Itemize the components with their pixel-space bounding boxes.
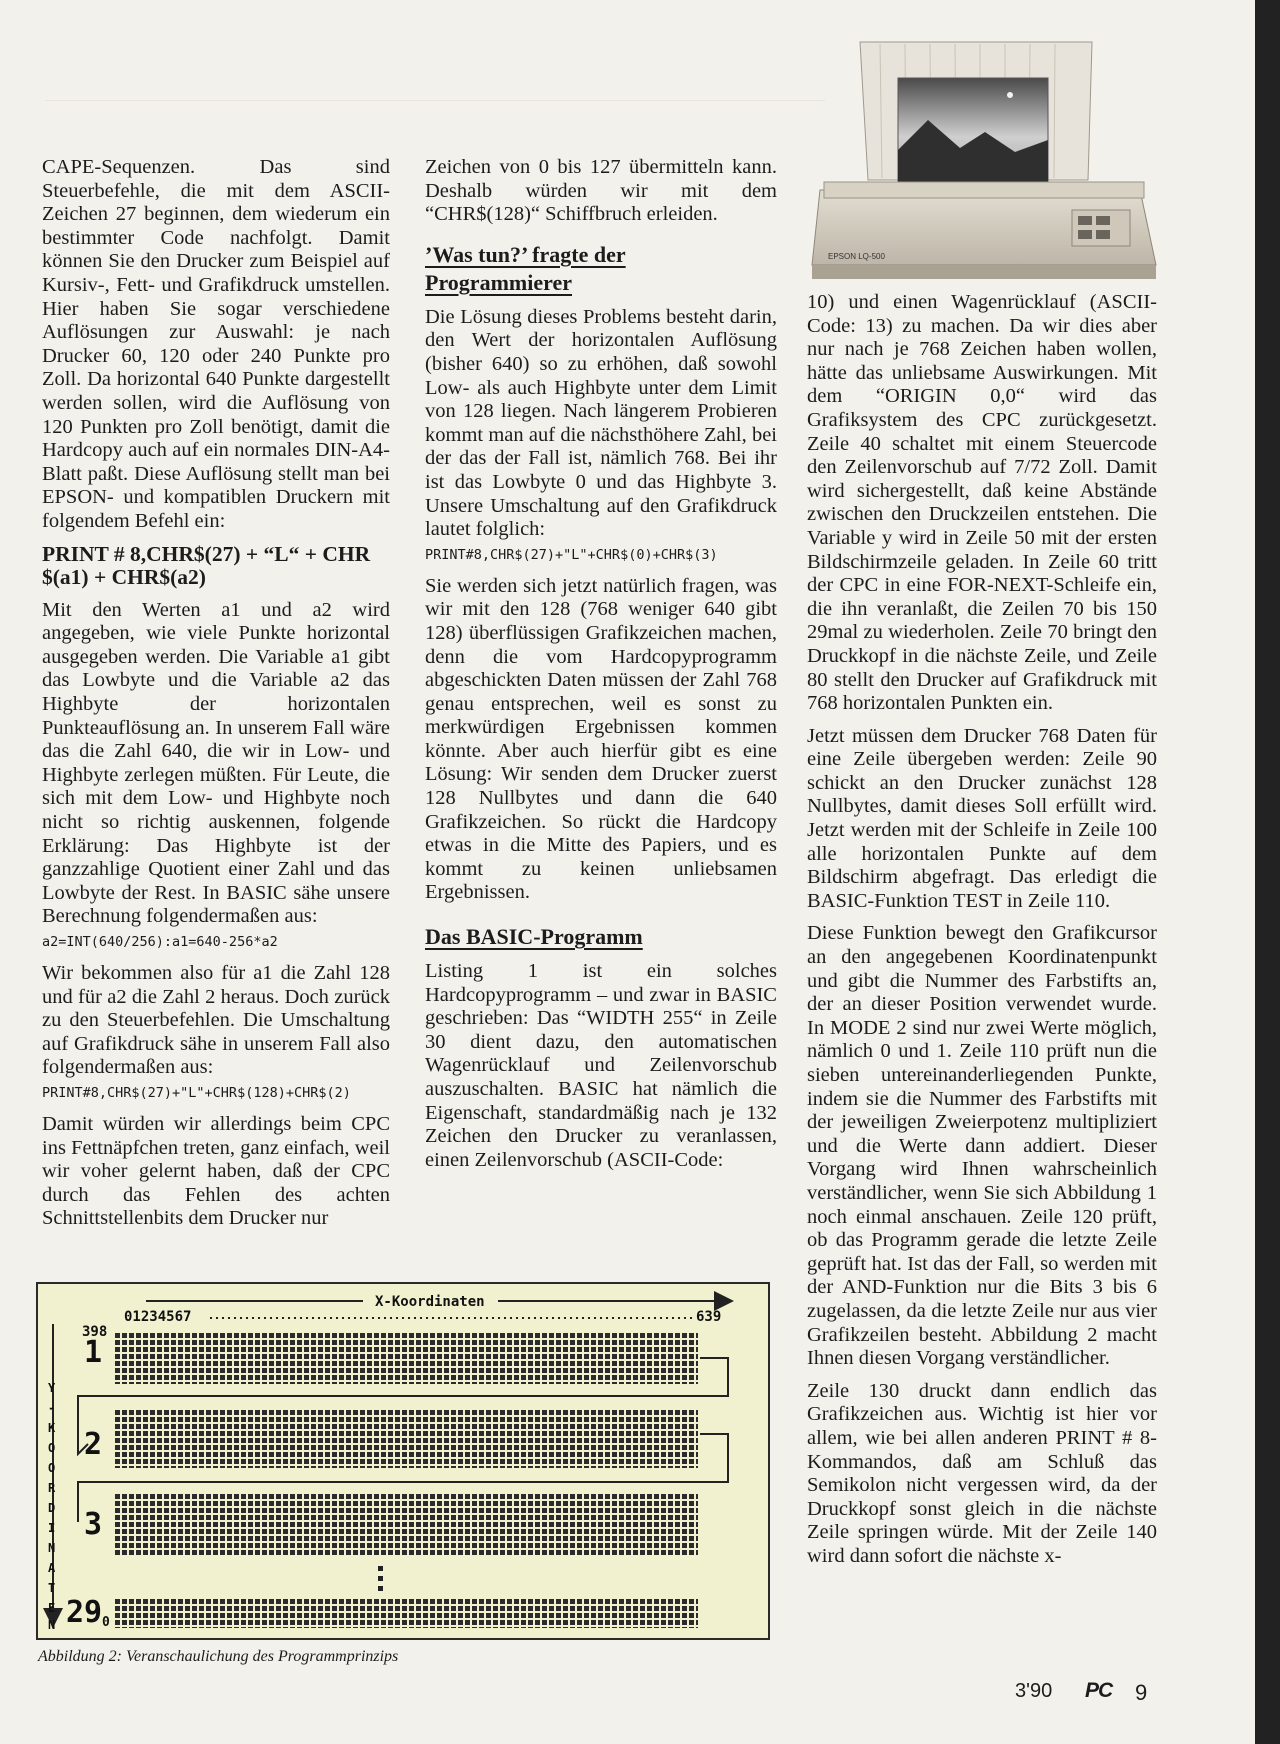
row-label-subscript: 0 (102, 1615, 110, 1630)
paragraph: Damit würden wir allerdings beim CPC ins Fettnäpfchen treten, ganz einfach, weil wir voher gelernt haben, daß der CPC durch das Fehlen des achten Schnittstellenbits dem Drucker nur (42, 1112, 390, 1230)
paragraph: Listing 1 ist ein solches Hardcopyprogramm – und zwar in BASIC geschrieben: Das “WIDTH 255“ in Zeile 30 dient dazu, den automatischen Wagenrücklauf und Zeilenvorschub auszuschalten. BASIC hat nämlich die Eigenschaft, standardmäßig nach je 132 Zeichen den Drucker zu veranlassen, einen Zeilenvorschub (ASCII-Code: (425, 960, 777, 1171)
article-column-1 (42, 156, 390, 1231)
row-label: 1 (84, 1335, 103, 1370)
magazine-logo: PC (1085, 1679, 1113, 1702)
paragraph: Zeichen von 0 bis 127 übermitteln kann. Deshalb würden wir mit dem “CHR$(128)“ Schiffbruch erleiden. (425, 156, 777, 226)
paragraph: Zeile 130 druckt dann endlich das Grafikzeichen aus. Wichtig ist hier vor allem, wie bei allen anderen PRINT # 8-Kommandos, daß am Schluß das Semikolon nicht vergessen wird, da der Druckkopf sonst gleich in die nächste Zeile springen würde. Mit der Zeile 140 wird dann sofort die nächste x- (807, 1379, 1157, 1567)
pixel-row-block-29 (114, 1598, 698, 1628)
printer-brand-label: EPSON LQ-500 (828, 252, 885, 261)
row-label: 2 (84, 1427, 103, 1462)
paragraph: CAPE-Sequenzen. Das sind Steuerbefehle, die mit dem ASCII-Zeichen 27 beginnen, dem wiederum ein bestimmter Code nachfolgt. Damit können Sie den Drucker zum Beispiel auf Kursiv-, Fett- und Grafikdruck umstellen. Hier haben Sie sogar verschiedene Auflösungen zur Auswahl: je nach Drucker 60, 120 oder 240 Punkte pro Zoll. Da horizontal 640 Punkte dargestellt werden sollen, wird die Auflösung von 120 Punkten pro Zoll benötigt, damit die Hardcopy auch auf ein normales DIN-A4-Blatt paßt. Diese Auflösung stellt man bei EPSON- und kompatiblen Druckern mit folgendem Befehl ein: (42, 156, 390, 532)
page-edge (1255, 0, 1280, 1744)
paragraph: Jetzt müssen dem Drucker 768 Daten für eine Zeile übergeben werden: Zeile 90 schickt an den Drucker zunächst 128 Nullbytes, damit dieses Soll erfüllt wird. Jetzt werden mit der Schleife in Zeile 100 alle horizontalen Punkte auf dem Bildschirm abgefragt. Das erledigt die BASIC-Funktion TEST in Zeile 110. (807, 724, 1157, 912)
figure-caption: Abbildung 2: Veranschaulichung des Programmprinzips (38, 1648, 399, 1665)
printer-photo (810, 40, 1162, 285)
paragraph: Mit den Werten a1 und a2 wird angegeben, wie viele Punkte horizontal ausgegeben werden. Die Variable a1 gibt das Lowbyte und die Variable a2 das Highbyte der horizontalen Punkteauflösung an. In unserem Fall wäre das die Zahl 640, die wir in Low- und Highbyte zerlegen müßten. Für Leute, die sich mit dem Low- und Highbyte noch nicht so richtig auskennen, folgende Erklärung: Das Highbyte ist der ganzzahlige Quotient einer Zahl und das Lowbyte der Rest. In BASIC sähe unsere Berechnung folgendermaßen aus: (42, 598, 390, 928)
paragraph: Die Lösung dieses Problems besteht darin, den Wert der horizontalen Auflösung (bisher 640) so zu erhöhen, daß sowohl Low- als auch Highbyte unter dem Limit von 128 liegen. Nach längerem Probieren kommt man auf die nächsthöhere Zahl, bei der das der Fall ist, nämlich 768. Bei ihr ist das Lowbyte 0 und das Highbyte 3. Unsere Umschaltung auf den Grafikdruck lautet folglich: (425, 305, 777, 541)
show-through-header (45, 70, 825, 101)
paragraph: Diese Funktion bewegt den Grafikcursor an den angegebenen Koordinatenpunkt und gibt die Nummer des Farbstifts an, der an dieser Position verwendet wurde. In MODE 2 sind nur zwei Werte möglich, nämlich 0 und 1. Zeile 110 prüft nun die sieben untereinanderliegenden Punkte, indem sie die Nummer des Farbstifts mit der jeweiligen Zweierpotenz multipliziert und die Werte dann addiert. Dieser Vorgang wird Ihnen wahrscheinlich verständlicher, wenn Sie sich Abbildung 1 noch einmal anschauen. Zeile 120 prüft, ob das Programm gerade die letzte Zeile geprüft hat. Ist das der Fall, so werden mit der AND-Funktion nur die Bits 3 bis 6 zugelassen, da die letzte Zeile nur aus vier Grafikzeilen besteht. Abbildung 2 macht Ihnen diesen Vorgang verständlicher. (807, 922, 1157, 1370)
paragraph: Sie werden sich jetzt natürlich fragen, was wir mit den 128 (768 weniger 640 gibt 128) überflüssigen Grafikzeichen machen, denn die vom Hardcopyprogramm abgeschickten Daten müssen der Zahl 768 genau entsprechen, weil es sonst zu merkwürdigen Ergebnissen kommen könnte. Aber auch hierfür gibt es eine Lösung: Wir senden dem Drucker zuerst 128 Nullbytes und dann die 640 Grafikzeichen. So rückt die Hardcopy etwas in die Mitte des Papiers, und es kommt zu keinen unliebsamen Ergebnissen. (425, 574, 777, 904)
page-number: 9 (1135, 1680, 1148, 1705)
coordinate-diagram (38, 1284, 768, 1638)
section-heading: ’Was tun?’ fragte der Programmierer (425, 241, 626, 295)
section-heading: Das BASIC-Programm (425, 924, 643, 950)
x-end-label: 639 (696, 1309, 722, 1325)
dot-matrix-printer-icon (810, 40, 1162, 285)
y-top-label: 398 (82, 1324, 108, 1340)
code-line: a2=INT(640/256):a1=640-256*a2 (42, 934, 278, 950)
paragraph: 10) und einen Wagenrücklauf (ASCII-Code: 13) zu machen. Da wir dies aber nur nach je 768 Zeichen haben wollen, hätte das unliebsame Auswirkungen. Mit dem “ORIGIN 0,0“ wird das Grafiksystem des CPC zurückgesetzt. Zeile 40 schaltet mit einem Steuercode den Zeilenvorschub auf 7/72 Zoll. Damit wird sichergestellt, daß keine Abstände zwischen den Druckzeilen entstehen. Die Variable y wird in Zeile 50 mit der ersten Bildschirmzeile geladen. In Zeile 60 tritt der CPC in eine FOR-NEXT-Schleife ein, die ihn veranlaßt, die Zeilen 70 bis 150 29mal zu wiederholen. Zeile 70 bringt den Druckkopf in die nächste Zeile, und Zeile 80 stellt den Drucker auf Grafikdruck mit 768 horizontalen Punkten ein. (807, 291, 1157, 715)
command-line: PRINT # 8,CHR$(27) + “L“ + CHR $(a1) + CHR$(a2) (42, 541, 371, 590)
code-line: PRINT#8,CHR$(27)+"L"+CHR$(0)+CHR$(3) (425, 546, 718, 563)
article-column-3 (807, 291, 1157, 1568)
y-axis-label: Y -K O O R D I N A T E N (48, 1381, 56, 1632)
x-start-digits: 01234567 (124, 1309, 192, 1325)
issue-number: 3'90 (1015, 1680, 1053, 1702)
pixel-row-block-3 (114, 1494, 698, 1556)
row-label: 29 (66, 1595, 103, 1630)
page-folio (1015, 1678, 1155, 1704)
row-label: 3 (84, 1507, 103, 1542)
pixel-row-block-2 (114, 1408, 698, 1468)
pixel-row-block-1 (114, 1332, 698, 1384)
paragraph: Wir bekommen also für a1 die Zahl 128 und für a2 die Zahl 2 heraus. Doch zurück zu den Steuerbefehlen. Die Umschaltung auf Grafikdruck sähe in unserem Fall also folgendermaßen aus: (42, 962, 390, 1079)
code-line: PRINT#8,CHR$(27)+"L"+CHR$(128)+CHR$(2) (42, 1084, 351, 1101)
x-axis-label: X-Koordinaten (375, 1294, 485, 1310)
figure-program-principle (36, 1282, 770, 1640)
article-column-2 (425, 156, 777, 1172)
